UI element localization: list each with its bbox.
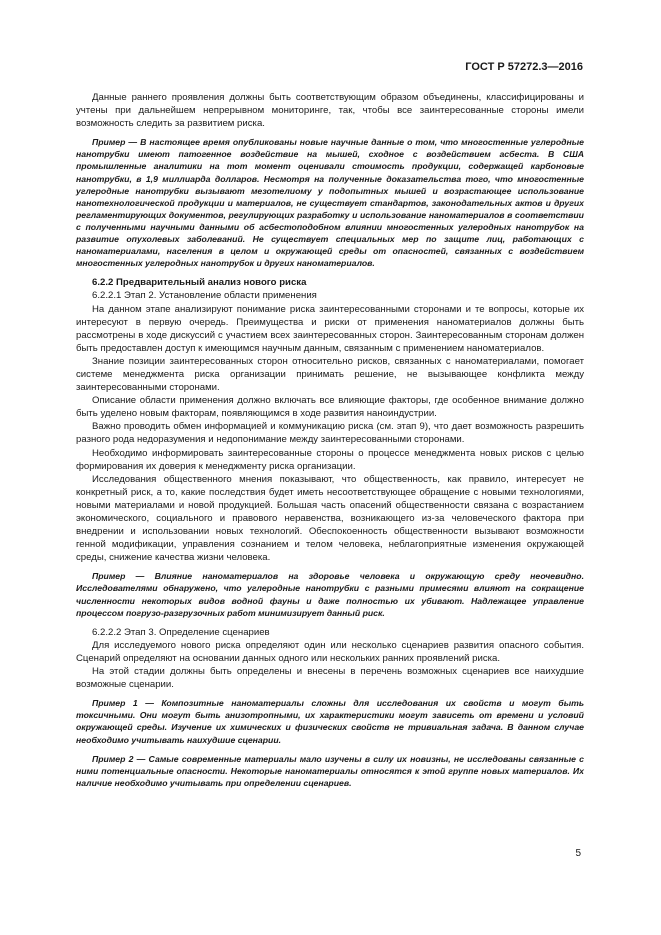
paragraph: Для исследуемого нового риска определяют один или несколько сценариев развития опасного события. Сценарий определяют на основании данных одного или нескольких ранних проявлений риска. (76, 639, 584, 664)
example-note: Пример 1 — Композитные наноматериалы сложны для исследования их свойств и могут быть токсичными. Они могут быть анизотропными, их характеристики могут зависеть от времени и условий окружающей среды. Изучение их химических и физических свойств не тривиальная задача. В данном случае необходимо учитывать наихудшие сценарии. (76, 698, 584, 745)
page-number: 5 (575, 848, 581, 859)
paragraph: Необходимо информировать заинтересованные стороны о процессе менеджмента новых рисков с целью формирования их доверия к менеджменту риска организации. (76, 447, 584, 472)
paragraph: Важно проводить обмен информацией и коммуникацию риска (см. этап 9), что дает возможность разрешить разного рода недоразумения и недопонимание между заинтересованными сторонами. (76, 421, 584, 446)
paragraph: Данные раннего проявления должны быть соответствующим образом объединены, классифицированы и учтены при дальнейшем непрерывном мониторинге, так, чтобы все заинтересованные стороны имели возможность следить за развитием риска. (76, 92, 584, 130)
example-note: Пример — В настоящее время опубликованы новые научные данные о том, что многостенные углеродные нанотрубки имеют патогенное воздействие на мышей, сходное с воздействием асбеста. В США промышленные аналитики на тот момент оценивали стоимость продукции, содержащей карбоновые нанотрубки, в 1,9 миллиарда долларов. Несмотря на полученные доказательства того, что многостенные углеродные нанотрубки вызывают мезотелиому у подопытных мышей и возрастающее использование нанотехнологической продукции и материалов, не существует стандартов, законодательных актов и других регламентирующих документов, регулирующих разработку и использование наноматериалов в соответствии с полученными научными данными об асбестоподобном влиянии многостенных углеродных нанотрубок на развитие опухолевых заболеваний. Не существует специальных мер по защите лиц, работающих с наноматериалами, населения в целом и окружающей среды от опасностей, связанных с воздействием многостенных углеродных нанотрубок и других наноматериалов. (76, 137, 584, 269)
example-note: Пример — Влияние наноматериалов на здоровье человека и окружающую среду неочевидно. Исследователями обнаружено, что углеродные нанотрубки с разными примесями влияют на сокращение численности некоторых видов водной фауны и даже полностью их убивают. Надлежащее управление процессом погрузо-разгрузочных работ минимизирует данный риск. (76, 571, 584, 618)
example-note: Пример 2 — Самые современные материалы мало изучены в силу их новизны, не исследованы связанные с ними потенциальные опасности. Некоторые наноматериалы относятся к этой группе новых материалов. Их наличие необходимо учитывать при определении сценариев. (76, 753, 584, 788)
subsection-heading: 6.2.2.2 Этап 3. Определение сценариев (92, 626, 270, 638)
page-body (76, 91, 584, 796)
document-header: ГОСТ Р 57272.3—2016 (465, 61, 583, 73)
paragraph: Описание области применения должно включать все влияющие факторы, где особенное внимание должно быть уделено новым факторам, появляющимся в ходе развития наноиндустрии. (76, 395, 584, 420)
paragraph: Исследования общественного мнения показывают, что общественность, как правило, интересует не конкретный риск, а то, какие последствия будет иметь несоответствующее обращение с новыми технологиями, новыми материалами и новой продукцией. Большая часть опасений общественности связана с возрастанием экономического, социального и правового неравенства, возникающего из-за человеческого фактора при внедрении и использовании новых технологий. Обеспокоенность общественности вызывают возможности генной модификации, управления сознанием и телом человека, неблагоприятные изменения окружающей среды, снижение качества жизни человека. (76, 473, 584, 564)
paragraph: На данном этапе анализируют понимание риска заинтересованными сторонами и те вопросы, которые их интересуют в первую очередь. Преимущества и риски от применения наноматериалов должны быть рассмотрены в ходе дискуссий с участием всех заинтересованных сторон. Заинтересованным сторонам должен быть предоставлен доступ к имеющимся научным данным, связанным с применением наноматериалов. (76, 303, 584, 354)
subsection-heading: 6.2.2.1 Этап 2. Установление области применения (92, 290, 317, 302)
paragraph: На этой стадии должны быть определены и внесены в перечень возможных сценариев все наихудшие возможные сценарии. (76, 666, 584, 691)
paragraph: Знание позиции заинтересованных сторон относительно рисков, связанных с наноматериалами, помогает системе менеджмента риска организации принимать решение, не вызывающее конфликта между заинтересованными сторонами. (76, 355, 584, 394)
section-heading: 6.2.2 Предварительный анализ нового риска (92, 277, 307, 289)
